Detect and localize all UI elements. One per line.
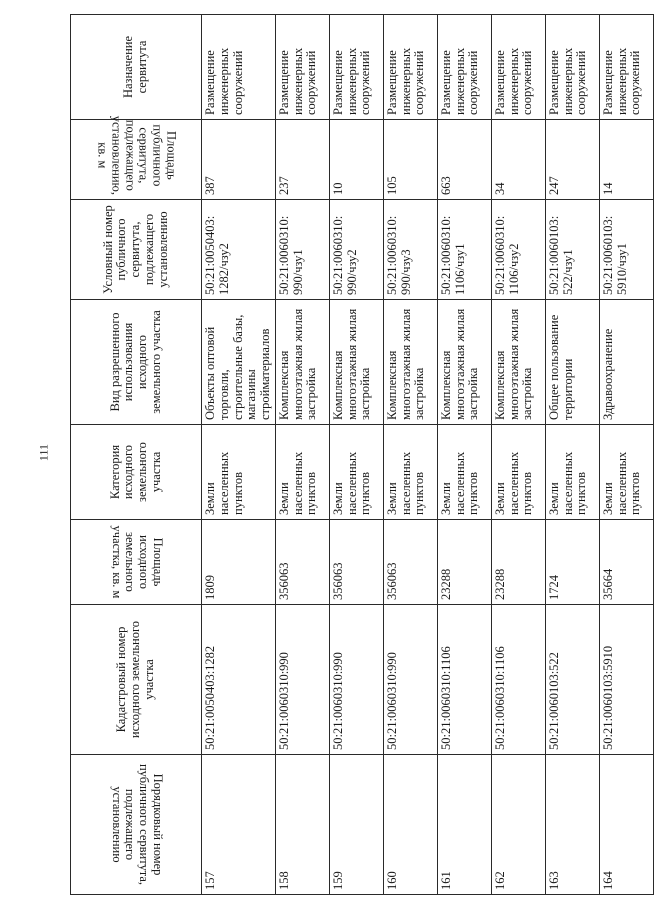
cell-cadastral: 50:21:0060103:522 — [545, 605, 599, 755]
cell-serial: 163 — [545, 755, 599, 895]
table-row — [437, 15, 491, 895]
cell-plot-area: 356063 — [329, 520, 383, 605]
cell-category: Земли населенных пунктов — [437, 425, 491, 520]
cell-permitted-use: Комплексная многоэтажная жилая застройка — [329, 300, 383, 425]
header-row — [71, 15, 202, 895]
cell-cadastral: 50:21:0060310:990 — [383, 605, 437, 755]
header-cadastral-number: Кадастровый номер исходного земельного участка — [71, 605, 202, 755]
cell-purpose: Размещение инженерных сооружений — [275, 15, 329, 120]
cell-permitted-use: Здравоохранение — [599, 300, 653, 425]
cell-category: Земли населенных пунктов — [202, 425, 276, 520]
table-row — [329, 15, 383, 895]
cell-category: Земли населенных пунктов — [545, 425, 599, 520]
table-row — [275, 15, 329, 895]
cell-serial: 162 — [491, 755, 545, 895]
cell-purpose: Размещение инженерных сооружений — [491, 15, 545, 120]
table-row — [545, 15, 599, 895]
page-number: 111 — [36, 443, 51, 462]
cell-permitted-use: Общее пользование территории — [545, 300, 599, 425]
cell-category: Земли населенных пунктов — [329, 425, 383, 520]
cell-plot-area: 1809 — [202, 520, 276, 605]
cell-servitude-number: 50:21:0060310: 990/чзу2 — [329, 200, 383, 300]
table-row — [599, 15, 653, 895]
cell-cadastral: 50:21:0060103:5910 — [599, 605, 653, 755]
cell-purpose: Размещение инженерных сооружений — [383, 15, 437, 120]
cell-category: Земли населенных пунктов — [383, 425, 437, 520]
table-row — [202, 15, 276, 895]
cell-servitude-area: 237 — [275, 120, 329, 200]
cell-servitude-area: 14 — [599, 120, 653, 200]
header-plot-area: Площадь исходного земельного участка, кв. м — [71, 520, 202, 605]
cell-plot-area: 356063 — [275, 520, 329, 605]
cell-servitude-number: 50:21:0060310: 1106/чзу1 — [437, 200, 491, 300]
table-row — [491, 15, 545, 895]
cell-cadastral: 50:21:0050403:1282 — [202, 605, 276, 755]
header-serial-number: Порядковый номер публичного сервитута, подлежащего установлению — [71, 755, 202, 895]
header-servitude-number: Условный номер публичного сервитута, подлежащего установлению — [71, 200, 202, 300]
cell-serial: 164 — [599, 755, 653, 895]
cell-permitted-use: Комплексная многоэтажная жилая застройка — [491, 300, 545, 425]
cell-servitude-area: 387 — [202, 120, 276, 200]
cell-purpose: Размещение инженерных сооружений — [545, 15, 599, 120]
cell-category: Земли населенных пунктов — [275, 425, 329, 520]
header-servitude-area: Площадь публичного сервитута, подлежащего установлению, кв. м — [71, 120, 202, 200]
cell-servitude-number: 50:21:0060103: 5910/чзу1 — [599, 200, 653, 300]
cell-servitude-area: 34 — [491, 120, 545, 200]
cell-plot-area: 356063 — [383, 520, 437, 605]
cell-cadastral: 50:21:0060310:990 — [275, 605, 329, 755]
cell-servitude-number: 50:21:0060103: 522/чзу1 — [545, 200, 599, 300]
servitude-table — [70, 14, 654, 895]
cell-category: Земли населенных пунктов — [491, 425, 545, 520]
cell-servitude-area: 247 — [545, 120, 599, 200]
cell-permitted-use: Комплексная многоэтажная жилая застройка — [437, 300, 491, 425]
cell-cadastral: 50:21:0060310:1106 — [491, 605, 545, 755]
cell-serial: 158 — [275, 755, 329, 895]
cell-servitude-number: 50:21:0060310: 1106/чзу2 — [491, 200, 545, 300]
cell-permitted-use: Объекты оптовой торговли, строительные базы, магазины стройматериалов — [202, 300, 276, 425]
cell-plot-area: 1724 — [545, 520, 599, 605]
cell-cadastral: 50:21:0060310:1106 — [437, 605, 491, 755]
cell-serial: 159 — [329, 755, 383, 895]
cell-purpose: Размещение инженерных сооружений — [202, 15, 276, 120]
cell-purpose: Размещение инженерных сооружений — [437, 15, 491, 120]
header-permitted-use: Вид разрешенного использования исходного земельного участка — [71, 300, 202, 425]
cell-cadastral: 50:21:0060310:990 — [329, 605, 383, 755]
cell-servitude-number: 50:21:0050403: 1282/чзу2 — [202, 200, 276, 300]
cell-servitude-area: 663 — [437, 120, 491, 200]
cell-servitude-number: 50:21:0060310: 990/чзу1 — [275, 200, 329, 300]
cell-purpose: Размещение инженерных сооружений — [599, 15, 653, 120]
cell-servitude-number: 50:21:0060310: 990/чзу3 — [383, 200, 437, 300]
header-land-category: Категория исходного земельного участка — [71, 425, 202, 520]
cell-permitted-use: Комплексная многоэтажная жилая застройка — [275, 300, 329, 425]
header-servitude-purpose: Назначение сервитута — [71, 15, 202, 120]
table-row — [383, 15, 437, 895]
cell-purpose: Размещение инженерных сооружений — [329, 15, 383, 120]
cell-category: Земли населенных пунктов — [599, 425, 653, 520]
cell-serial: 160 — [383, 755, 437, 895]
cell-servitude-area: 10 — [329, 120, 383, 200]
cell-serial: 157 — [202, 755, 276, 895]
cell-permitted-use: Комплексная многоэтажная жилая застройка — [383, 300, 437, 425]
cell-plot-area: 35664 — [599, 520, 653, 605]
rotated-table-container — [70, 15, 643, 895]
cell-serial: 161 — [437, 755, 491, 895]
cell-plot-area: 23288 — [491, 520, 545, 605]
cell-servitude-area: 105 — [383, 120, 437, 200]
cell-plot-area: 23288 — [437, 520, 491, 605]
